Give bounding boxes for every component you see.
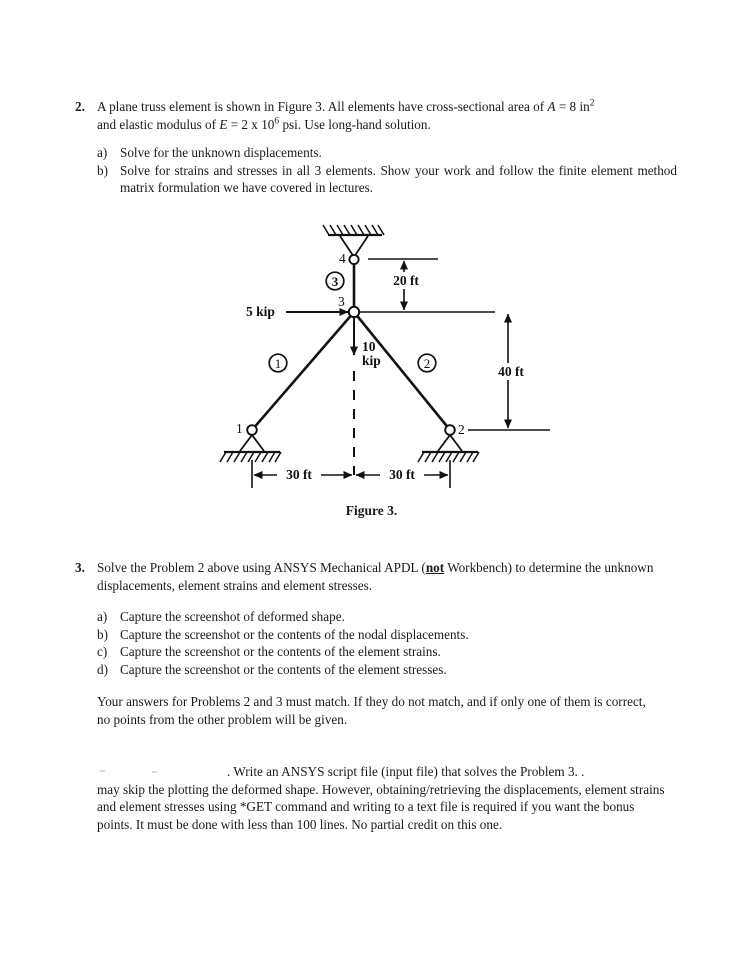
horizontal-load-label: 5 kip <box>246 304 275 319</box>
bonus-line1-fragment: . Write an ANSYS script file (input file) that solves the Problem 3. . <box>227 764 585 779</box>
problem-2-line2-mid: = 2 x 10 <box>227 116 275 132</box>
problem-3-emphasis-not: not <box>425 560 445 575</box>
list-item <box>97 162 677 197</box>
node-2-label: 2 <box>458 422 465 437</box>
node-1-marker <box>247 425 257 435</box>
problem-2-number: 2. <box>75 99 85 114</box>
truss-diagram-svg <box>150 213 595 498</box>
dimension-30ft-right-label: 30 ft <box>389 467 415 482</box>
list-item-marker: a) <box>97 145 108 160</box>
problem-3-intro-pre: Solve the Problem 2 above using ANSYS Mechanical APDL ( <box>97 560 426 575</box>
element-1-member <box>252 312 354 430</box>
problem-2-line2-post: psi. Use long-hand solution. <box>279 116 431 132</box>
element-1-label <box>269 354 287 372</box>
bonus-paragraph <box>97 763 667 833</box>
svg-text:2: 2 <box>423 356 431 371</box>
problem-2-body <box>97 98 675 133</box>
list-item-marker: b) <box>97 626 108 642</box>
area-exponent: 2 <box>589 98 595 109</box>
dimension-40ft <box>468 314 550 430</box>
figure-caption: Figure 3. <box>345 503 398 518</box>
truss-figure <box>150 213 595 498</box>
list-item-marker: b) <box>97 162 108 178</box>
pin-support-node-2 <box>418 435 479 462</box>
list-item <box>97 643 677 661</box>
variable-E: E <box>219 116 228 132</box>
node-1-label: 1 <box>236 421 243 436</box>
element-2-label <box>418 354 436 372</box>
node-3-label: 3 <box>338 294 345 309</box>
list-item-text: Solve for the unknown displacements. <box>120 145 322 160</box>
dimension-30ft-right <box>356 460 450 488</box>
problem-3-body <box>97 559 677 594</box>
pin-support-node-4 <box>323 225 384 257</box>
node-3-marker <box>349 307 359 317</box>
pin-support-node-1 <box>220 435 281 462</box>
problem-3-number: 3. <box>75 560 85 575</box>
node-4-marker <box>349 255 358 264</box>
problem-3 <box>75 559 677 594</box>
problem-2-line2-pre: and elastic modulus of <box>97 116 220 132</box>
bonus-body: may skip the plotting the deformed shape. However, obtaining/retrieving the displacements, element strains and element stresses using *GET command and writing to a text file is required if you want the bonus points. It must be done with less than 100 lines. No partial credit on this one. <box>97 781 665 832</box>
list-item <box>97 144 677 162</box>
dimension-30ft-left-label: 30 ft <box>286 467 312 482</box>
vertical-load-label-value: 10 <box>362 339 376 354</box>
list-item-marker: a) <box>97 609 108 624</box>
problem-2-intro-part2: = 8 in <box>555 99 590 114</box>
node-2-marker <box>445 425 455 435</box>
problem-2 <box>75 98 675 133</box>
dimension-20ft <box>360 259 495 312</box>
problem-3-subitems <box>97 608 677 678</box>
list-item-marker: d) <box>97 661 108 677</box>
svg-text:3: 3 <box>331 274 339 289</box>
list-item-text: Capture the screenshot or the contents of the nodal displacements. <box>120 626 469 642</box>
variable-A: A <box>547 99 556 114</box>
problem-2-intro-part1: A plane truss element is shown in Figure 3. All elements have cross-sectional area of <box>97 99 548 114</box>
list-item-text: Capture the screenshot of deformed shape. <box>120 609 345 624</box>
dimension-30ft-left <box>252 460 352 488</box>
list-item <box>97 626 677 644</box>
dimension-20ft-label: 20 ft <box>393 273 419 288</box>
problem-2-subitems <box>97 144 677 197</box>
element-3-label <box>326 272 344 290</box>
problem-3-intro-post: Workbench) to determine the unknown displacements, element strains and element stresses. <box>97 560 654 593</box>
modulus-exponent: 6 <box>274 116 280 127</box>
vertical-load-label-unit: kip <box>362 353 381 368</box>
list-item-marker: c) <box>97 644 108 659</box>
list-item <box>97 661 677 679</box>
list-item-text: Solve for strains and stresses in all 3 elements. Show your work and follow the finite element method matrix formulation we have covered in lectures. <box>120 162 677 195</box>
dimension-40ft-label: 40 ft <box>498 364 524 379</box>
problem-3-note: Your answers for Problems 2 and 3 must match. If they do not match, and if only one of them is correct, no points from the other problem will be given. <box>97 694 646 727</box>
list-item-text: Capture the screenshot or the contents of the element stresses. <box>120 661 447 677</box>
list-item <box>97 608 677 626</box>
svg-text:1: 1 <box>274 356 282 371</box>
node-4-label: 4 <box>339 251 346 266</box>
element-2-member <box>354 312 450 430</box>
list-item-text: Capture the screenshot or the contents of the element strains. <box>120 644 441 659</box>
